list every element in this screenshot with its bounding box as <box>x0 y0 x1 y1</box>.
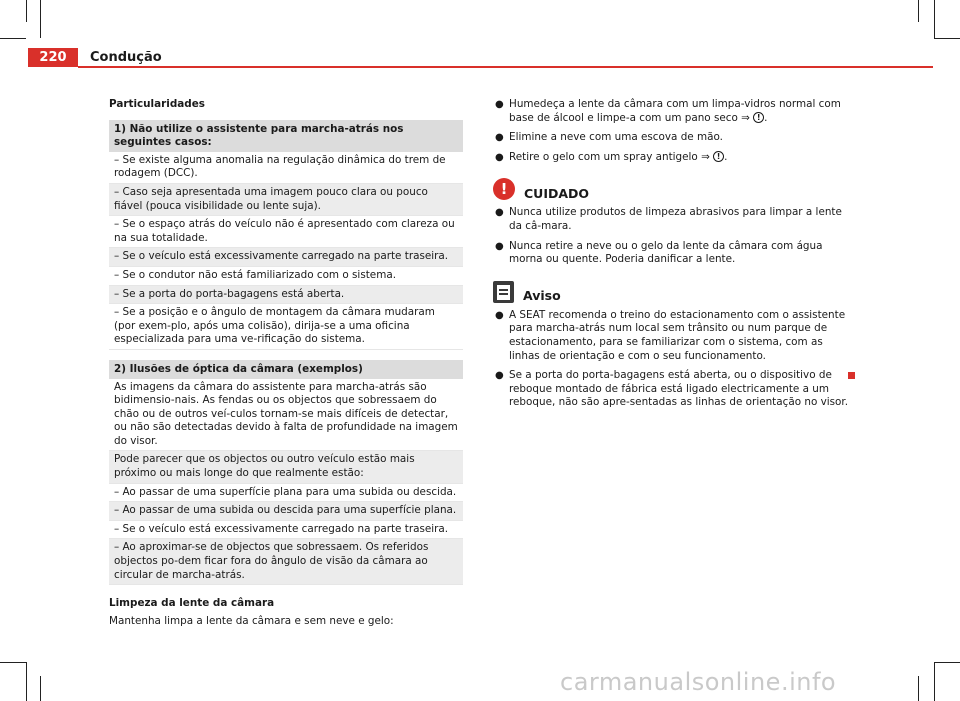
crop-mark <box>26 0 27 22</box>
crop-mark <box>918 676 919 701</box>
crop-mark <box>0 662 26 663</box>
page-number: 220 <box>39 50 67 65</box>
list-item-suffix: . <box>724 150 728 163</box>
list-item-suffix: . <box>764 111 768 124</box>
warning-reference-icon[interactable]: ! <box>713 151 724 162</box>
table-row: – Ao passar de uma superfície plana para uma subida ou descida. <box>109 484 463 503</box>
list-item <box>493 151 853 165</box>
list-item <box>493 369 853 410</box>
table-row: – Se o condutor não está familiarizado com o sistema. <box>109 267 463 286</box>
table-row: – Caso seja apresentada uma imagem pouco clara ou pouco fiável (pouca visibilidade ou lente suja). <box>109 184 463 216</box>
crop-mark <box>934 38 960 39</box>
note-icon <box>493 281 514 303</box>
warning-icon: ! <box>493 178 515 200</box>
restrictions-table <box>109 120 463 350</box>
list-item <box>493 206 853 233</box>
list-item-text: Humedeça a lente da câmara com um limpa-vidros normal com base de álcool e limpe-a com um pano seco ⇒ <box>509 98 841 124</box>
bullet-icon: ● <box>495 99 504 110</box>
cleaning-heading: Limpeza da lente da câmara <box>109 597 275 610</box>
crop-mark <box>934 0 935 38</box>
caution-heading <box>493 178 853 200</box>
section-end-marker <box>848 372 855 379</box>
list-item <box>493 309 853 363</box>
list-item <box>493 131 853 145</box>
crop-mark <box>26 662 27 701</box>
list-item <box>493 240 853 267</box>
list-item-text: Retire o gelo com um spray antigelo ⇒ <box>509 150 710 163</box>
right-column <box>493 98 853 416</box>
list-item-text: Elimine a neve com uma escova de mão. <box>509 131 723 144</box>
crop-mark <box>0 38 26 39</box>
note-title: Aviso <box>523 288 561 304</box>
crop-mark <box>934 662 960 663</box>
warning-reference-icon[interactable]: ! <box>753 112 764 123</box>
bullet-icon: ● <box>495 151 504 163</box>
bullet-icon: ● <box>495 132 504 144</box>
table-row: – Se o veículo está excessivamente carregado na parte traseira. <box>109 521 463 540</box>
restrictions-table-header: 1) Não utilize o assistente para marcha-atrás nos seguintes casos: <box>109 120 463 152</box>
bullet-icon: ● <box>495 309 504 321</box>
list-item-text: Nunca retire a neve ou o gelo da lente da câmara com água morna ou quente. Poderia danificar a lente. <box>509 239 823 266</box>
list-item <box>493 98 853 125</box>
table-row: As imagens da câmara do assistente para marcha-atrás são bidimensio-nais. As fendas ou os objectos que sobressaem do chão ou de outros veí-culos tornam-se mais difíceis de detectar, ou não são detectadas devido à falta de profundidade na imagem do visor. <box>109 379 463 452</box>
crop-mark <box>934 662 935 701</box>
note-heading <box>493 281 853 303</box>
list-item-text: A SEAT recomenda o treino do estacionamento com o assistente para marcha-atrás num local sem trânsito ou num parque de estacionamento, para se familiarizar com o sistema, com as linhas de orientação e com o seu funcionamento. <box>509 308 846 362</box>
left-column <box>109 98 463 628</box>
table-row: – Se o espaço atrás do veículo não é apresentado com clareza ou na sua totalidade. <box>109 216 463 248</box>
table-row: – Ao passar de uma subida ou descida para uma superfície plana. <box>109 502 463 521</box>
optical-illusions-table-header: 2) Ilusões de óptica da câmara (exemplos) <box>109 360 463 379</box>
table-row: – Ao aproximar-se de objectos que sobressaem. Os referidos objectos po-dem ficar fora do ângulo de visão da câmara ao circular de marcha-atrás. <box>109 539 463 585</box>
crop-mark <box>40 676 41 701</box>
crop-mark <box>40 0 41 38</box>
cleaning-intro: Mantenha limpa a lente da câmara e sem neve e gelo: <box>109 614 394 627</box>
crop-mark <box>918 0 919 22</box>
particularidades-heading: Particularidades <box>109 98 205 110</box>
bullet-icon: ● <box>495 207 504 219</box>
caution-title: CUIDADO <box>524 185 590 201</box>
bullet-icon: ● <box>495 240 504 252</box>
table-row: – Se a posição e o ângulo de montagem da câmara mudaram (por exem-plo, após uma colisão), dirija-se a uma oficina especializada para uma ve-rificação do sistema. <box>109 304 463 350</box>
section-title: Condução <box>90 50 162 65</box>
table-row: – Se o veículo está excessivamente carregado na parte traseira. <box>109 248 463 267</box>
bullet-icon: ● <box>495 370 504 382</box>
table-row: – Se a porta do porta-bagagens está aberta. <box>109 286 463 305</box>
list-item-text: Nunca utilize produtos de limpeza abrasivos para limpar a lente da câ-mara. <box>509 206 842 232</box>
optical-illusions-table <box>109 360 463 585</box>
header-rule <box>78 66 933 68</box>
table-row: Pode parecer que os objectos ou outro veículo estão mais próximo ou mais longe do que realmente estão: <box>109 451 463 483</box>
list-item-text: Se a porta do porta-bagagens está aberta, ou o dispositivo de reboque montado de fábrica está ligado electricamente a um reboque, não são apre-sentadas as linhas de orientação no visor. <box>509 369 849 409</box>
table-row: – Se existe alguma anomalia na regulação dinâmica do trem de rodagem (DCC). <box>109 152 463 184</box>
watermark: carmanualsonline.info <box>560 668 837 696</box>
